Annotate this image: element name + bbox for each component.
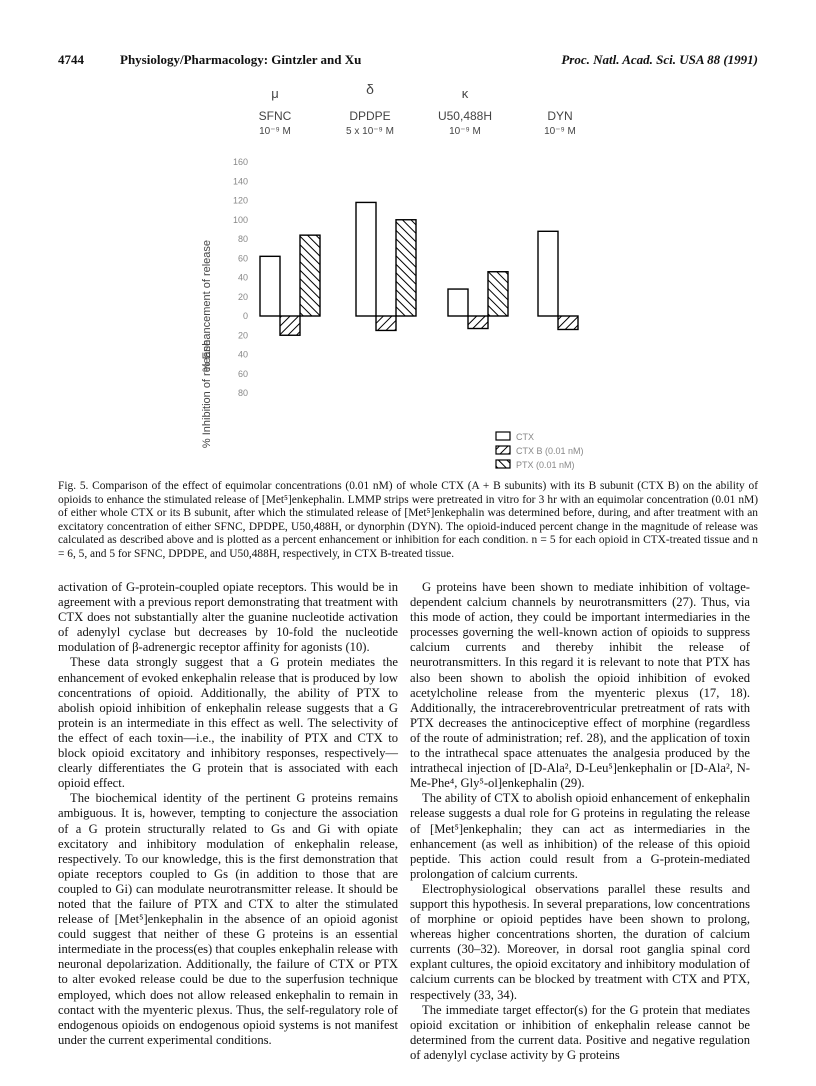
text-column-left: [58, 580, 398, 1048]
y-tick-label: 140: [232, 176, 248, 187]
y-tick-label: 20: [237, 330, 248, 341]
y-axis-label-enhancement: % Enhancement of release: [201, 239, 213, 373]
section-title: Physiology/Pharmacology: Gintzler and Xu: [120, 52, 362, 67]
bar-ctx-dpdpe: [356, 202, 376, 316]
journal-citation: Proc. Natl. Acad. Sci. USA 88 (1991): [561, 52, 758, 67]
bar-ptx-u50488h: [488, 272, 508, 316]
legend-label-ctxb: CTX B (0.01 nM): [516, 446, 584, 456]
legend-label-ptx: PTX (0.01 nM): [516, 460, 575, 470]
group-2-receptor: κ: [461, 86, 469, 101]
group-0-agonist: SFNC: [258, 109, 292, 123]
group-2-agonist: U50,488H: [437, 109, 493, 123]
legend-label-ctx: CTX: [516, 432, 534, 442]
caption-text: Comparison of the effect of equimolar concentrations (0.01 nM) of whole CTX (A + B subunits) with its B subunit (CTX B) on the ability of opioids to enhance the stimulated release of [Met⁵]enkephalin. LMMP strips were pretreated in vitro for 3 hr with an equimolar concentration (0.01 nM) of either whole CTX or its B subunit, after which the stimulated release of [Met⁵]enkephalin was determined before, during, and after treatment with an excitatory concentration of either SFNC, DPDPE, U50,488H, or dynorphin (DYN). The opioid-induced percent change in the magnitude of release was calculated as described above and is plotted as a percent enhancement or inhibition for each condition. n = 5 for each opioid in CTX-treated tissue and n = 6, 5, and 5 for SFNC, DPDPE, and U50,488H, respectively, in CTX B-treated tissue.: [58, 480, 758, 560]
y-tick-label: 100: [232, 214, 248, 225]
group-1-concentration: 5 x 10⁻⁹ M: [346, 126, 394, 137]
group-0-receptor: μ: [271, 86, 279, 101]
col2-paragraph-4: The immediate target effector(s) for the G protein that mediates opioid excitation or inhibition of enkephalin release cannot be determined from the current data. Positive and negative regulation of adenylyl cyclase activity by G proteins: [410, 1002, 750, 1062]
col2-paragraph-2: The ability of CTX to abolish opioid enhancement of enkephalin release suggests a dual role for G proteins in regulating the release of [Met⁵]enkephalin; they can act as intermediaries in the enhancement (as well as inhibition) of the release of this opioid peptide. This action could result from a G-protein-mediated prolongation of calcium currents.: [410, 791, 750, 881]
y-tick-label: 40: [237, 349, 248, 360]
y-tick-label: 160: [232, 157, 248, 167]
y-tick-label: 80: [237, 388, 248, 398]
legend-swatch-ctxb: [496, 446, 510, 454]
figure-caption: [58, 480, 758, 562]
y-axis-label-inhibition: % Inhibition of release: [201, 339, 213, 449]
bar-ctx-dyn: [538, 231, 558, 316]
bar-ptx-sfnc: [300, 235, 320, 316]
bar-ctx-sfnc: [260, 256, 280, 316]
figure-5-chart: [190, 76, 630, 476]
col1-paragraph-3: The biochemical identity of the pertinent G proteins remains ambiguous. It is, however, tempting to conjecture the association of a G protein structurally related to Gs and Gi with opiate excitatory and inhibitory modulation of enkephalin release, respectively. To our knowledge, this is the first demonstration that opiate receptors coupled to Gs (in addition to those that are coupled to Gi) can modulate neurotransmitter release. It should be noted that the failure of PTX and CTX to alter the stimulated release of [Met⁵]enkephalin in the absence of an opioid agonist could suggest that neither of these G proteins is an essential intermediate in the process(es) that couples enkephalin release with neuronal depolarization. Additionally, the failure of CTX or PTX to alter evoked release could be due to the superfusion technique employed, which does not allow released enkephalin to remain in contact with the myenteric plexus. Thus, the self-regulatory role of endogenous opioids on endogenous opioid systems is not manifest under the current experimental conditions.: [58, 791, 398, 1047]
y-tick-label: 60: [237, 253, 248, 264]
col2-paragraph-1: G proteins have been shown to mediate inhibition of voltage-dependent calcium channels by neurotransmitters (27). Thus, via this mode of action, they could be important intermediaries in the processes governing the well-known action of opioids to suppress calcium currents and thereby inhibit the release of neurotransmitters. In this regard it is relevant to note that PTX has also been shown to abolish the opioid inhibition of evoked acetylcholine release from the myenteric plexus (17, 18). Additionally, the intracerebroventricular pretreatment of rats with PTX decreases the antinociceptive effect of morphine (regardless of the route of administration; ref. 28), and the application of toxin to the intrathecal space attenuates the analgesia produced by the intrathecal injection of [D-Ala², D-Leu⁵]enkephalin or [D-Ala², N-Me-Phe⁴, Gly⁵-ol]enkephalin (29).: [410, 580, 750, 791]
caption-label: Fig. 5.: [58, 480, 89, 492]
y-tick-label: 60: [237, 368, 248, 379]
group-3-concentration: 10⁻⁹ M: [544, 126, 576, 137]
page-header: [58, 52, 758, 72]
page-number: 4744: [58, 52, 84, 67]
col1-paragraph-1: activation of G-protein-coupled opiate receptors. This would be in agreement with a previous report demonstrating that treatment with CTX does not substantially alter the guanine nucleotide activation of adenylyl cyclase but decreases by 10-fold the nucleotide modulation of β-adrenergic receptor affinity for agonists (10).: [58, 580, 398, 655]
bar-ctxb-u50488h: [468, 316, 488, 329]
y-tick-label: 0: [242, 311, 248, 321]
y-tick-label: 40: [237, 272, 248, 283]
legend-swatch-ctx: [496, 432, 510, 440]
y-tick-label: 80: [237, 234, 248, 244]
y-tick-label: 20: [237, 291, 248, 302]
col1-paragraph-2: These data strongly suggest that a G protein mediates the enhancement of evoked enkephalin release that is produced by low concentrations of opioid. Additionally, the ability of PTX to abolish opioid inhibition of enkephalin release suggests that a G protein is an intermediate in this effect as well. The selectivity of the effect of each toxin—i.e., the inability of PTX and CTX to block opioid excitatory and inhibitory responses, respectively—clearly differentiates the G protein that is associated with each opioid effect.: [58, 655, 398, 791]
group-3-agonist: DYN: [547, 109, 573, 123]
group-1-agonist: DPDPE: [349, 109, 391, 123]
bar-ptx-dpdpe: [396, 220, 416, 316]
bar-ctxb-dpdpe: [376, 316, 396, 330]
group-2-concentration: 10⁻⁹ M: [449, 126, 481, 137]
group-0-concentration: 10⁻⁹ M: [259, 126, 291, 137]
bar-ctxb-sfnc: [280, 316, 300, 335]
col2-paragraph-3: Electrophysiological observations parallel these results and support this hypothesis. In several preparations, low concentrations of morphine or opioid peptides have been shown to prolong, whereas higher concentrations shorten, the duration of calcium currents (30–32). Moreover, in dorsal root ganglia spinal cord explant cultures, the opioid excitatory and inhibitory modulation of calcium currents can be blocked by treatment with CTX and PTX, respectively (33, 34).: [410, 881, 750, 1002]
group-1-receptor: δ: [366, 81, 374, 97]
bar-ctx-u50488h: [448, 289, 468, 316]
text-column-right: [410, 580, 750, 1063]
bar-ctxb-dyn: [558, 316, 578, 329]
legend-swatch-ptx: [496, 460, 510, 468]
y-tick-label: 120: [232, 195, 248, 206]
